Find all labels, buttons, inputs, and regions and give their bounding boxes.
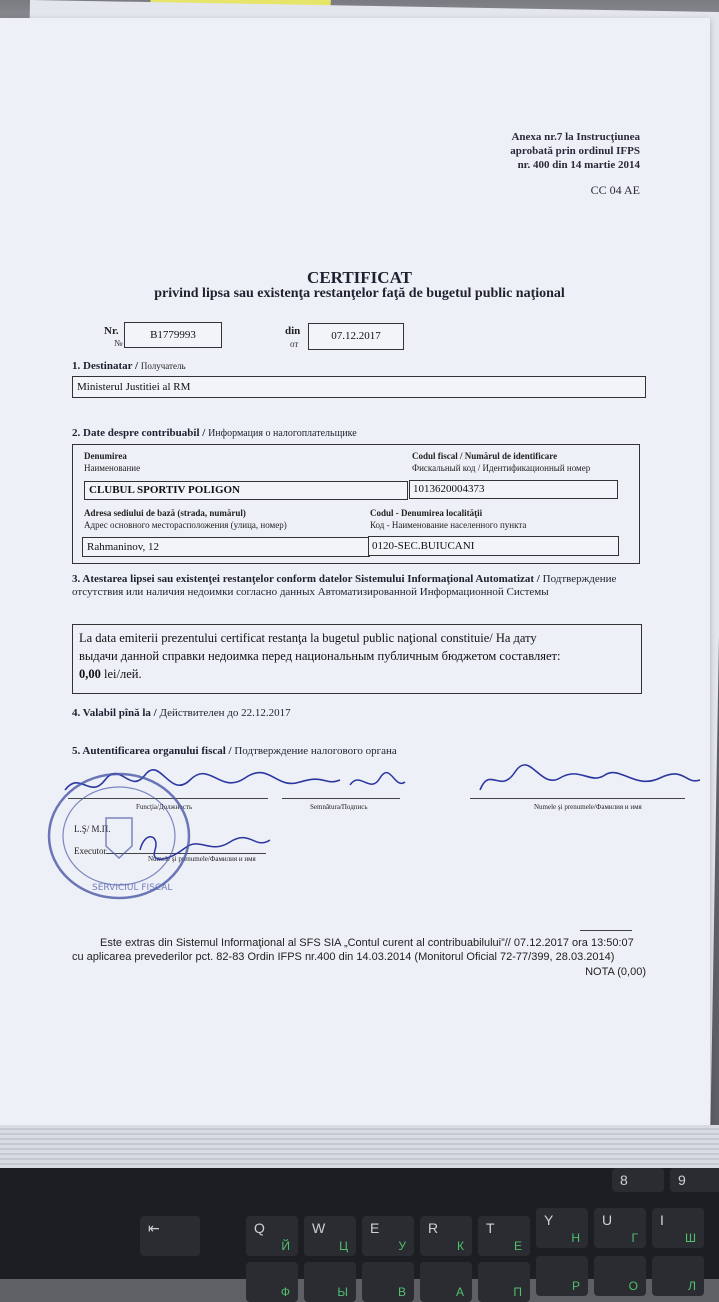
key-r: R К	[420, 1216, 472, 1256]
locality-label: Codul - Denumirea localităţii	[370, 508, 483, 518]
fiscal-code-field: 1013620004373	[409, 480, 618, 499]
extract-note-line-3: NOTA (0,00)	[585, 966, 646, 978]
stamp-coat-of-arms	[106, 818, 132, 858]
validity-text-ru: Действителен до 22.12.2017	[159, 707, 291, 719]
address-field: Rahmaninov, 12	[82, 537, 370, 557]
taxpayer-name-field: CLUBUL SPORTIV POLIGON	[84, 481, 408, 500]
key-q: Q Й	[246, 1216, 298, 1256]
name-label-ru: Наименование	[84, 463, 141, 473]
authentication-heading-ru: Подтверждение налогового органа	[234, 745, 397, 757]
attestation-heading-ru: Подтверждение отсутствия или наличия недоимки согласно данных Автоматизированной Информационной Системы	[72, 573, 617, 598]
key-8: 8	[612, 1168, 664, 1192]
keyboard	[0, 1168, 719, 1299]
number-field: B1779993	[124, 322, 222, 348]
taxpayer-heading-ru: Информация о налогоплательщике	[208, 428, 357, 439]
taxpayer-heading-ro: 2. Date despre contribuabil /	[72, 427, 206, 439]
key-w: W Ц	[304, 1216, 356, 1256]
document-title: CERTIFICAT	[307, 268, 412, 287]
ls-label: L.Ş/ М.П.	[74, 824, 111, 834]
taxpayer-heading	[72, 427, 357, 439]
function-label: Funcţia/Должность	[136, 803, 193, 811]
executor-label: Executor	[74, 846, 107, 856]
attestation-currency: lei/лей.	[100, 667, 142, 681]
recipient-heading	[72, 360, 186, 372]
official-stamp	[44, 768, 194, 904]
attestation-box	[72, 624, 642, 694]
key-j: О	[594, 1256, 646, 1296]
address-label: Adresa sediului de bază (strada, numărul)	[84, 508, 246, 518]
key-g: П	[478, 1262, 530, 1302]
document-subtitle: privind lipsa sau existenţa restanţelor faţă de bugetul public naţional	[154, 286, 565, 301]
annex-line-2: aprobată prin ordinul IFPS	[510, 145, 640, 157]
name-scribble	[480, 765, 700, 790]
name-label-sign: Numele şi prenumele/Фамилия и имя	[534, 803, 642, 811]
key-u: U Г	[594, 1208, 646, 1248]
key-9: 9	[670, 1168, 719, 1192]
attestation-text-line-2: выдачи данной справки недоимка перед национальным публичным бюджетом составляет:	[79, 649, 561, 663]
locality-field: 0120-SEC.BUIUCANI	[368, 536, 619, 556]
validity-heading-ro: 4. Valabil pînă la /	[72, 707, 157, 719]
stacked-papers	[0, 1125, 719, 1170]
key-d: В	[362, 1262, 414, 1302]
key-tab: ⇤	[140, 1216, 200, 1256]
attestation-text-line-1: La data emiterii prezentului certificat restanţa la bugetul public naţional constituie/ На дату	[79, 631, 537, 645]
address-label-ru: Адрес основного месторасположения (улица, номер)	[84, 520, 287, 530]
date-label: din	[285, 325, 301, 337]
signature-scribble	[350, 773, 405, 785]
key-t: T Е	[478, 1216, 530, 1256]
locality-label-ru: Код - Наименование населенного пункта	[370, 520, 527, 530]
executor-name-label-text: Numele şi prenumele/Фамилия и имя	[148, 855, 256, 863]
fiscal-label: Codul fiscal / Numărul de identificare	[412, 451, 558, 461]
signature-label: Semnătura/Подпись	[310, 803, 368, 811]
date-label-ru: от	[290, 339, 299, 349]
attestation-heading-ro: 3. Atestarea lipsei sau existenţei restanţelor conform datelor Sistemului Informaţional Automatizat /	[72, 573, 540, 585]
attestation-amount: 0,00	[79, 667, 101, 681]
key-h: Р	[536, 1256, 588, 1296]
date-field: 07.12.2017	[308, 323, 404, 350]
extract-note-line-2: cu aplicarea prevederilor pct. 82-83 Ordin IFPS nr.400 din 14.03.2014 (Monitorul Oficial 72-77/399, 28.03.2014)	[72, 951, 615, 963]
authentication-heading	[72, 745, 397, 757]
attestation-amount-line	[79, 665, 635, 683]
svg-text:SERVICIUL FISCAL: SERVICIUL FISCAL	[92, 883, 173, 893]
annex-line-1: Anexa nr.7 la Instrucţiunea	[511, 131, 640, 143]
key-i: I Ш	[652, 1208, 704, 1248]
fiscal-label-ru: Фискальный код / Идентификационный номер	[412, 463, 591, 473]
attestation-heading	[72, 573, 642, 599]
number-label: Nr.	[104, 325, 119, 337]
number-label-ru: №	[114, 338, 123, 348]
key-f: А	[420, 1262, 472, 1302]
key-a: Ф	[246, 1262, 298, 1302]
validity-heading	[72, 707, 291, 719]
recipient-heading-ru: Получатель	[140, 361, 186, 371]
key-e: E У	[362, 1216, 414, 1256]
recipient-field: Ministerul Justitiei al RM	[72, 376, 646, 398]
form-code: CC 04 AE	[590, 183, 640, 197]
name-label: Denumirea	[84, 451, 127, 461]
authentication-heading-ro: 5. Autentificarea organului fiscal /	[72, 745, 232, 757]
key-k: Л	[652, 1256, 704, 1296]
note-line	[580, 930, 632, 931]
annex-line-3: nr. 400 din 14 martie 2014	[517, 159, 640, 171]
key-s: Ы	[304, 1262, 356, 1302]
recipient-heading-ro: 1. Destinatar /	[72, 360, 139, 372]
extract-note-line-1: Este extras din Sistemul Informaţional al SFS SIA „Contul curent al contribuabilului”// 07.12.2017 ora 13:50:07	[100, 937, 634, 949]
key-y: Y Н	[536, 1208, 588, 1248]
annex-header	[470, 130, 640, 172]
